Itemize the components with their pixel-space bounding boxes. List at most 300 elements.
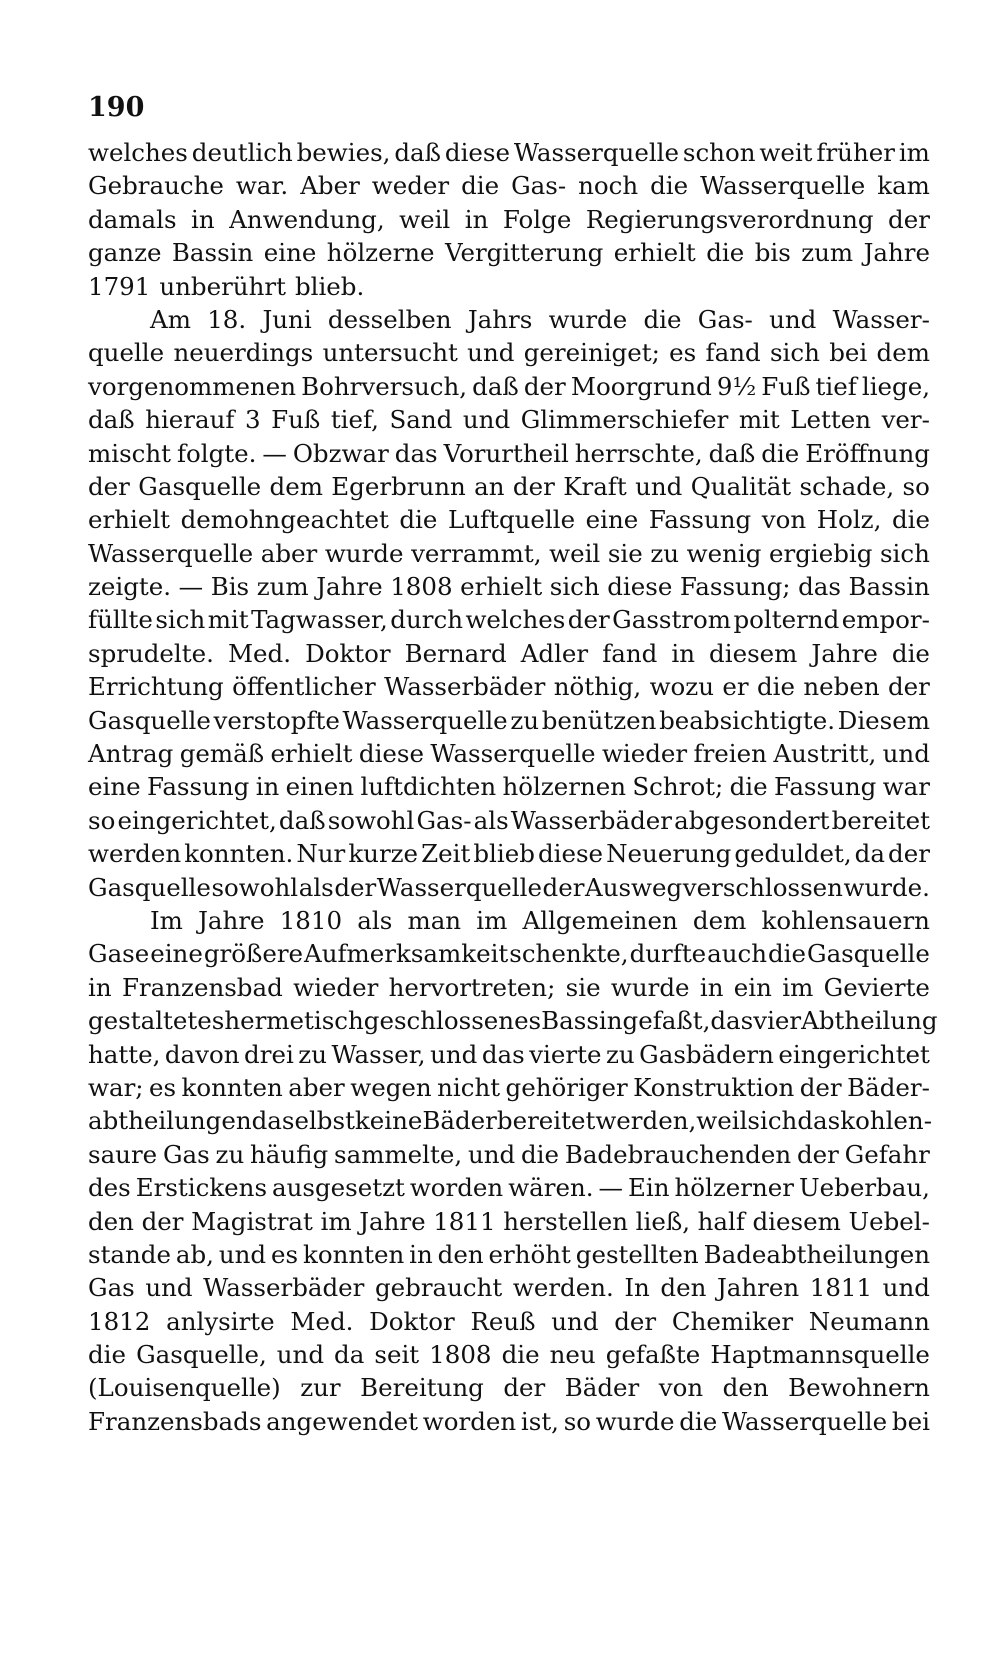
word: die — [891, 638, 930, 668]
word: Wasser- — [832, 304, 930, 334]
word: sprudelte. — [88, 638, 214, 668]
word: hölzernen — [502, 772, 627, 802]
word: der — [888, 839, 930, 869]
word: Erstickens — [135, 1173, 268, 1203]
word: stande — [88, 1239, 171, 1269]
word: in — [409, 1239, 433, 1269]
word: gefaßte — [605, 1340, 701, 1370]
word: Wasserbäder — [203, 1273, 365, 1303]
word: fand — [705, 338, 761, 368]
word: abgesondert — [674, 805, 830, 835]
word: Juni — [262, 304, 312, 334]
word: so — [88, 805, 116, 835]
word: und — [276, 1340, 325, 1370]
word: Med. — [290, 1306, 354, 1336]
word: Jahre — [198, 905, 265, 935]
word: blieb — [473, 839, 535, 869]
word: nöthig, — [553, 672, 642, 702]
word: daß — [88, 405, 135, 435]
word: Doktor — [369, 1306, 455, 1336]
word: größere — [203, 939, 304, 969]
word: Haptmannsquelle — [710, 1340, 930, 1370]
word: Bassin — [541, 1006, 623, 1036]
word: ließ, — [635, 1206, 690, 1236]
word: keine — [354, 1106, 423, 1136]
word: erhielt — [270, 739, 353, 769]
word: Jahre — [359, 1206, 426, 1236]
word: weil — [696, 1106, 748, 1136]
word: eingerichtet — [778, 1039, 930, 1069]
word: Gas- — [511, 171, 567, 201]
word: zu — [510, 705, 540, 735]
word: bereitet — [496, 1106, 596, 1136]
word: hermetisch — [224, 1006, 364, 1036]
word: folgte. — [176, 438, 257, 468]
text-line — [88, 370, 930, 403]
word: sich — [549, 572, 600, 602]
word: Jahre — [811, 638, 878, 668]
word: der — [614, 1306, 657, 1336]
word: die — [461, 171, 500, 201]
text-line — [88, 1405, 930, 1438]
word: der — [888, 672, 930, 702]
word: 1811 — [809, 1273, 873, 1303]
word: die — [891, 505, 930, 535]
word: mit — [207, 605, 249, 635]
text-line — [88, 503, 930, 536]
word: im — [476, 905, 508, 935]
word: schade, — [799, 471, 895, 501]
word: blieb. — [294, 271, 365, 301]
word: Neuerung — [606, 839, 732, 869]
text-line — [88, 1371, 930, 1404]
word: der — [512, 471, 555, 501]
word: und — [462, 405, 511, 435]
word: Luftquelle — [447, 505, 576, 535]
word: und — [467, 338, 515, 368]
text-line — [88, 871, 930, 904]
word: polternd — [733, 605, 840, 635]
word: und — [467, 1139, 516, 1169]
text-line — [88, 470, 930, 503]
word: hölzerner — [674, 1173, 794, 1203]
word: sie — [607, 538, 643, 568]
word: freien — [693, 739, 767, 769]
word: Qualität — [690, 471, 792, 501]
word: Moorgrund — [570, 371, 712, 401]
word: empor- — [841, 605, 930, 635]
word: den — [722, 1373, 769, 1403]
word: weil — [399, 204, 451, 234]
word: daß — [394, 138, 442, 167]
word: und — [218, 1239, 267, 1269]
word: gereiniget; — [523, 338, 660, 368]
word: es — [149, 1072, 177, 1102]
word: 1812 — [88, 1306, 151, 1336]
word: aber — [260, 538, 318, 568]
word: herstellen — [503, 1206, 629, 1236]
text-line — [88, 704, 930, 737]
word: Konstruktion — [633, 1072, 795, 1102]
page-number: 190 — [88, 92, 145, 123]
word: in — [88, 972, 112, 1002]
word: Franzensbads — [88, 1406, 262, 1436]
word: abtheilungen — [88, 1106, 252, 1136]
word: erhielt — [613, 238, 696, 268]
text-line — [88, 437, 930, 470]
word: so — [902, 471, 930, 501]
word: dem — [876, 338, 930, 368]
word: nicht — [437, 1072, 501, 1102]
book-page — [88, 88, 938, 1438]
word: — — [262, 438, 287, 468]
word: zum — [801, 238, 854, 268]
word: eingerichtet, — [117, 805, 277, 835]
word: Wasser, — [331, 1039, 426, 1069]
word: als — [473, 805, 509, 835]
text-line — [88, 1038, 930, 1071]
word: öffentlicher — [232, 672, 376, 702]
text-line — [88, 1138, 930, 1171]
word: die — [706, 238, 745, 268]
word: Wasserquelle — [430, 739, 596, 769]
word: Doktor — [305, 638, 391, 668]
word: verstopfte — [213, 705, 340, 735]
word: es — [669, 338, 697, 368]
word: ab, — [175, 1239, 214, 1269]
body-text — [88, 136, 938, 1438]
word: das — [797, 1106, 841, 1136]
word: anlysirte — [166, 1306, 275, 1336]
word: 1811 — [433, 1206, 496, 1236]
word: konnten — [302, 1239, 405, 1269]
word: weder — [371, 171, 450, 201]
word: demohngeachtet — [180, 505, 389, 535]
word: hölzerne — [326, 238, 435, 268]
word: Bis — [210, 572, 250, 602]
word: Antrag — [88, 739, 174, 769]
word: Chemiker — [671, 1306, 794, 1336]
word: wurde — [595, 1406, 675, 1436]
word: daß — [708, 438, 756, 468]
word: Obzwar — [292, 438, 389, 468]
word: zu — [650, 538, 680, 568]
word: im — [320, 1206, 352, 1236]
word: kurze — [348, 839, 419, 869]
word: war — [882, 772, 930, 802]
word: Sand — [389, 405, 453, 435]
word: Gas — [162, 1139, 210, 1169]
text-line — [88, 603, 930, 636]
text-line — [88, 737, 930, 770]
word: füllte — [88, 605, 153, 635]
word: bei — [891, 1406, 930, 1436]
word: man — [407, 905, 462, 935]
word: Med. — [227, 638, 292, 668]
word: benützen — [541, 705, 657, 735]
word: im — [898, 138, 930, 167]
word: weil — [549, 538, 601, 568]
word: bewies, — [296, 138, 391, 167]
word: schenkte, — [509, 939, 629, 969]
word: sie — [565, 972, 601, 1002]
word: half — [697, 1206, 745, 1236]
word: konnten — [181, 1072, 283, 1102]
word: mit — [738, 405, 780, 435]
word: die — [761, 438, 800, 468]
word: worden — [409, 1173, 504, 1203]
word: welches — [465, 605, 566, 635]
word: zu — [298, 1039, 327, 1069]
word: zur — [300, 1373, 341, 1403]
word: ausgesetzt — [272, 1173, 405, 1203]
word: Gas- — [697, 304, 753, 334]
word: und — [145, 1273, 193, 1303]
word: den — [660, 1273, 707, 1303]
word: herrschte, — [574, 438, 703, 468]
text-line — [88, 1004, 938, 1037]
word: schon — [682, 138, 756, 167]
word: das — [481, 1039, 525, 1069]
word: Magistrat — [191, 1206, 313, 1236]
word: luftdichten — [360, 772, 497, 802]
word: er — [722, 672, 749, 702]
word: Bewohnern — [788, 1373, 930, 1403]
word: Bäder — [422, 1106, 497, 1136]
word: welches — [88, 138, 188, 167]
text-line — [88, 1338, 930, 1371]
word: aber — [288, 1072, 345, 1102]
word: die — [520, 1139, 560, 1169]
word: der — [503, 1373, 546, 1403]
word: der — [523, 371, 566, 401]
word: Abtheilung — [801, 1006, 938, 1036]
word: an — [474, 471, 505, 501]
word: sammelte, — [334, 1139, 463, 1169]
word: der — [542, 872, 585, 902]
word: Austritt, — [773, 739, 877, 769]
word: der — [141, 1206, 184, 1236]
word: durfte — [629, 939, 707, 969]
word: war; — [88, 1072, 144, 1102]
word: die — [756, 672, 795, 702]
word: daß — [472, 371, 519, 401]
word: ganze — [88, 238, 162, 268]
word: das — [394, 438, 438, 468]
word: Bäder- — [847, 1072, 930, 1102]
word: Wasserquelle — [88, 538, 254, 568]
word: Zeit — [421, 839, 471, 869]
word: die — [679, 1406, 718, 1436]
word: Holz, — [816, 505, 882, 535]
text-line — [88, 136, 930, 169]
text-line — [88, 937, 930, 970]
word: diese — [537, 839, 604, 869]
word: Kraft — [563, 471, 627, 501]
word: den — [88, 1206, 134, 1236]
word: das — [798, 572, 841, 602]
word: verrammt, — [411, 538, 542, 568]
word: diesem — [709, 638, 798, 668]
word: Badebrauchenden — [564, 1139, 792, 1169]
word: die — [768, 939, 807, 969]
word: und — [882, 739, 930, 769]
text-line — [88, 837, 930, 870]
word: Am — [150, 304, 191, 334]
word: diese — [607, 572, 673, 602]
text-line — [88, 770, 930, 803]
word: hervortreten; — [388, 972, 556, 1002]
word: erhielt — [88, 505, 171, 535]
word: Bäder — [564, 1373, 640, 1403]
word: zeigte. — [88, 572, 172, 602]
word: von — [658, 1373, 704, 1403]
text-line — [88, 971, 930, 1004]
word: und — [430, 1039, 478, 1069]
word: Vorurtheil — [443, 438, 569, 468]
word: tief — [815, 371, 857, 401]
word: die — [729, 772, 768, 802]
word: und — [635, 471, 683, 501]
word: erhielt — [460, 572, 543, 602]
word: Nur — [296, 839, 346, 869]
text-line — [88, 537, 930, 570]
word: geduldet, — [734, 839, 852, 869]
word: Letten — [790, 405, 872, 435]
word: Wasserquelle — [513, 138, 680, 167]
word: Gasquelle — [88, 705, 211, 735]
word: die — [650, 171, 689, 201]
word: — — [598, 1173, 624, 1203]
word: war. — [235, 171, 289, 201]
word: Ausweg — [585, 872, 683, 902]
word: konnten. — [184, 839, 294, 869]
word: wurde — [548, 304, 628, 334]
text-line — [88, 336, 930, 369]
text-line — [88, 1271, 930, 1304]
word: eine — [585, 505, 639, 535]
word: Badeabtheilungen — [703, 1239, 930, 1269]
word: da — [334, 1340, 365, 1370]
word: und — [551, 1306, 599, 1336]
word: worden — [422, 1406, 517, 1436]
word: Eröffnung — [805, 438, 930, 468]
word: untersucht — [322, 338, 458, 368]
word: der — [88, 471, 130, 501]
word: noch — [578, 171, 639, 201]
word: erhöht — [488, 1239, 571, 1269]
word: sich — [879, 538, 930, 568]
word: kohlen- — [840, 1106, 932, 1136]
word: geschlossenes — [363, 1006, 542, 1036]
word: Gasquelle — [88, 872, 211, 902]
word: da — [854, 839, 885, 869]
word: Jahrs — [467, 304, 533, 334]
word: Gas — [88, 1273, 135, 1303]
word: Reuß — [470, 1306, 536, 1336]
word: Adler — [520, 638, 589, 668]
word: die — [399, 505, 438, 535]
word: Bohrversuch, — [301, 371, 468, 401]
word: Fassung; — [679, 572, 791, 602]
word: vier — [753, 1006, 802, 1036]
word: werden — [88, 839, 182, 869]
word: zu — [215, 1139, 245, 1169]
word: tief, — [330, 405, 379, 435]
word: Wasserquelle — [721, 1406, 888, 1436]
word: fand — [602, 638, 658, 668]
word: von — [761, 505, 807, 535]
word: weit — [759, 138, 813, 167]
word: Ein — [628, 1173, 670, 1203]
word: — — [178, 572, 204, 602]
word: Wasserquelle — [376, 872, 542, 902]
word: Gase — [88, 939, 150, 969]
word: daselbst — [251, 1106, 355, 1136]
text-line — [88, 637, 930, 670]
word: desselben — [327, 304, 452, 334]
word: Fassung — [146, 772, 250, 802]
word: Aufmerksamkeit — [304, 939, 509, 969]
word: wozu — [649, 672, 714, 702]
word: neben — [803, 672, 880, 702]
word: wurde — [324, 538, 404, 568]
word: Jahren — [716, 1273, 800, 1303]
text-line — [88, 670, 930, 703]
word: Aber — [300, 171, 360, 201]
word: (Louisenquelle) — [88, 1373, 281, 1403]
word: der — [334, 872, 377, 902]
word: davon — [164, 1039, 240, 1069]
word: Gebrauche — [88, 171, 224, 201]
word: durch — [390, 605, 463, 635]
word: der — [799, 1072, 842, 1102]
word: der — [888, 204, 930, 234]
word: Wasserbäder — [510, 805, 672, 835]
word: Vergitterung — [445, 238, 604, 268]
word: in — [464, 204, 489, 234]
word: Bereitung — [360, 1373, 484, 1403]
text-line — [88, 570, 930, 603]
word: sich — [769, 338, 820, 368]
word: in — [671, 638, 695, 668]
text-line — [88, 203, 930, 236]
word: eine — [150, 939, 203, 969]
text-line — [88, 1071, 930, 1104]
word: beabsichtigte. — [659, 705, 836, 735]
word: häufig — [250, 1139, 329, 1169]
word: Jahre — [863, 238, 930, 268]
word: liege, — [861, 371, 930, 401]
word: eine — [88, 772, 141, 802]
word: im — [782, 972, 814, 1002]
text-line — [88, 1238, 930, 1271]
word: Bassin — [848, 572, 930, 602]
word: Gas- — [416, 805, 472, 835]
word: und — [882, 1273, 930, 1303]
word: drei — [244, 1039, 294, 1069]
word: Gefahr — [844, 1139, 930, 1169]
word: bis — [754, 238, 791, 268]
word: Gasbädern — [639, 1039, 774, 1069]
text-line — [88, 1305, 930, 1338]
word: ergiebig — [768, 538, 873, 568]
word: sowohl — [211, 872, 299, 902]
word: Allgemeinen — [522, 905, 678, 935]
word: der — [796, 1139, 839, 1169]
word: sich — [747, 1106, 798, 1136]
word: Gevierte — [823, 972, 930, 1002]
